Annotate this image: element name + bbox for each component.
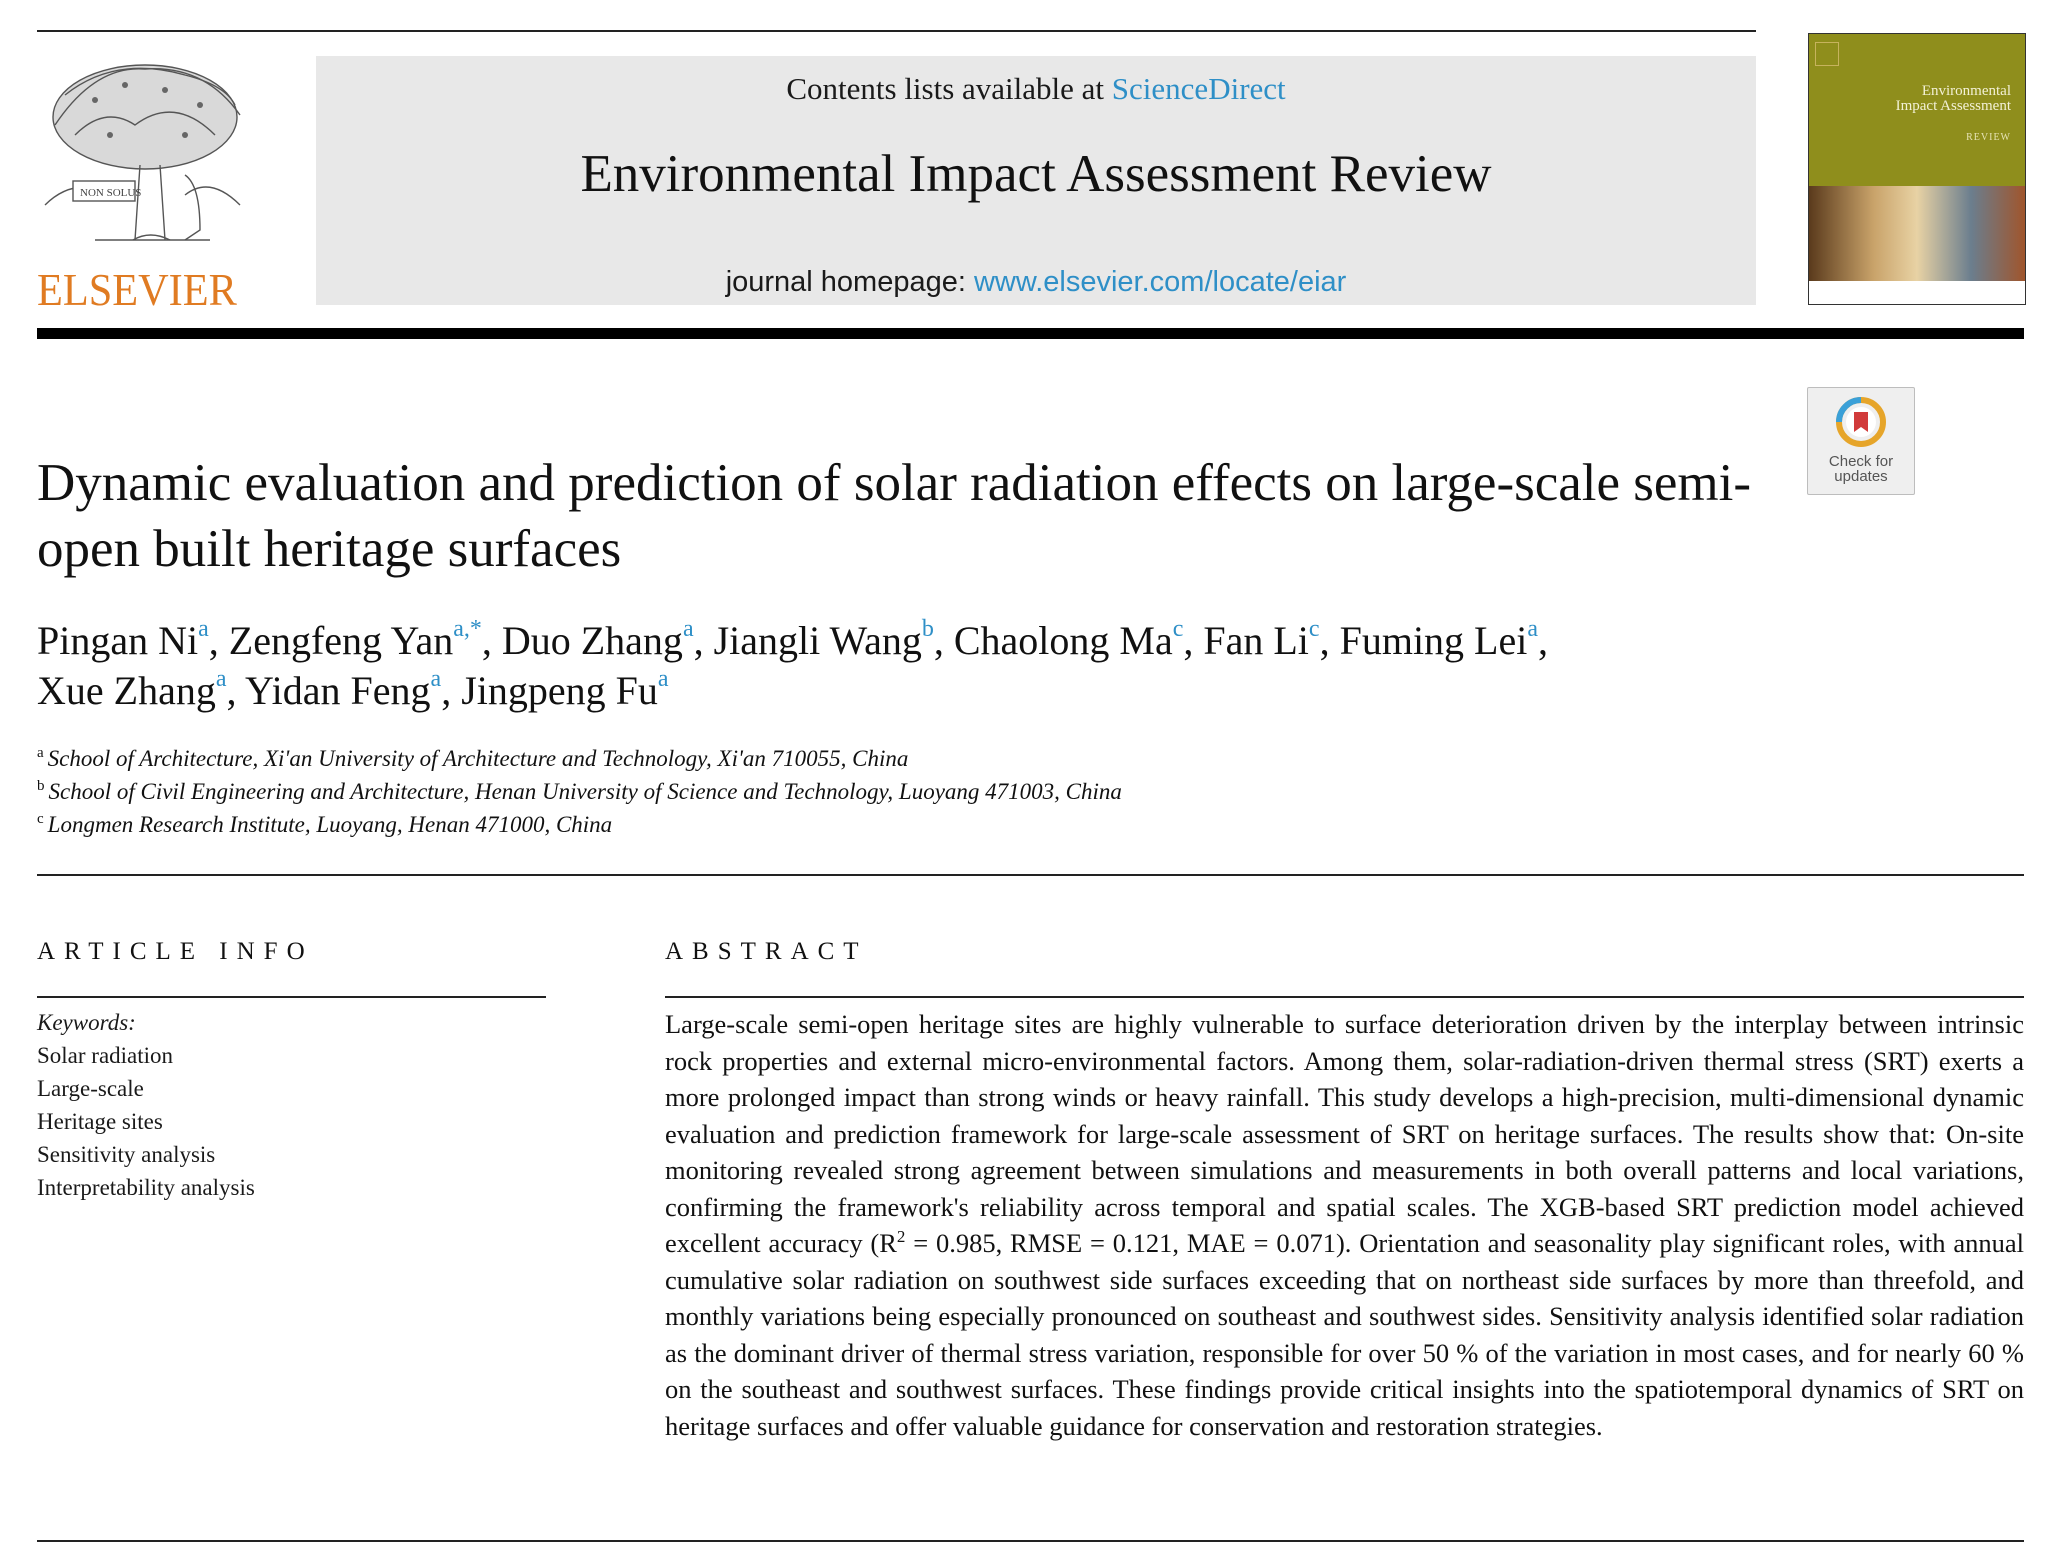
check-label-line1: Check for xyxy=(1828,453,1894,470)
abstract-text xyxy=(665,1006,2024,1444)
affiliation-text: School of Architecture, Xi'an University of Architecture and Technology, Xi'an 710055, China xyxy=(47,746,909,771)
author-affiliation-marker[interactable]: c xyxy=(1172,615,1184,642)
affiliation-c xyxy=(37,808,1537,841)
homepage-link[interactable]: www.elsevier.com/locate/eiar xyxy=(973,266,1347,298)
author-affiliation-marker[interactable]: a xyxy=(682,615,694,642)
author-separator: , xyxy=(441,668,462,713)
cover-image xyxy=(1809,186,2025,281)
affiliation-text: School of Civil Engineering and Architecture, Henan University of Science and Technology, Luoyang 471003, China xyxy=(48,779,1122,804)
bottom-rule xyxy=(37,1540,2024,1542)
author-separator: , xyxy=(693,618,714,663)
abstract-part2: = 0.985, RMSE = 0.121, MAE = 0.071). Orientation and seasonality play significant roles, with annual cumulative solar radiation on southwest side surfaces exceeding that on northeast side surfaces by more than threefold, and monthly variations being especially pronounced on southeast and southwest sides. Sensitivity analysis identified solar radiation as the dominant driver of thermal stress variation, responsible for over 50 % of the variation in most cases, and for nearly 60 % on the southeast and southwest surfaces. These findings provide critical insights into the spatiotemporal dynamics of SRT on heritage surfaces and offer valuable guidance for conservation and restoration strategies. xyxy=(665,1228,2024,1441)
section-divider xyxy=(37,874,2024,876)
abstract-superscript: 2 xyxy=(896,1227,906,1247)
elsevier-wordmark: ELSEVIER xyxy=(37,264,237,315)
abstract-part1: Large-scale semi-open heritage sites are highly vulnerable to surface deterioration driven by the interplay between intrinsic rock properties and external micro-environmental factors. Among them, solar-radiation-driven thermal stress (SRT) exerts a more prolonged impact than strong winds or heavy rainfall. This study develops a high-precision, multi-dimensional dynamic evaluation and prediction framework for large-scale assessment of SRT on heritage surfaces. The results show that: On-site monitoring revealed strong agreement between simulations and measurements in both overall patterns and local variations, confirming the framework's reliability across temporal and spatial scales. The XGB-based SRT prediction model achieved excellent accuracy (R xyxy=(665,1009,2024,1258)
author-separator: , xyxy=(208,618,229,663)
affiliation-key: c xyxy=(37,811,44,828)
affiliation-a xyxy=(37,742,1537,775)
check-for-updates-button[interactable] xyxy=(1807,387,1915,495)
check-label-line2: updates xyxy=(1834,468,1888,485)
keyword-item: Heritage sites xyxy=(37,1109,163,1134)
author-name[interactable]: Yidan Feng xyxy=(245,668,431,713)
author-name[interactable]: Pingan Ni xyxy=(37,618,199,663)
affiliation-key: b xyxy=(37,778,45,795)
keyword-item: Large-scale xyxy=(37,1076,144,1101)
author-affiliation-marker[interactable]: c xyxy=(1308,615,1320,642)
author-name[interactable]: Fuming Lei xyxy=(1339,618,1528,663)
top-rule xyxy=(37,30,1756,32)
author-separator: , xyxy=(1319,618,1340,663)
affiliation-list xyxy=(37,742,1537,841)
author-affiliation-marker[interactable]: a xyxy=(1527,615,1539,642)
author-separator: , xyxy=(1538,618,1549,663)
header-thick-rule xyxy=(37,328,2024,339)
keywords-label: Keywords: xyxy=(37,1010,136,1035)
affiliation-b xyxy=(37,775,1537,808)
contents-line xyxy=(316,56,1756,105)
author-name[interactable]: Jingpeng Fu xyxy=(461,668,658,713)
svg-text:NON SOLUS: NON SOLUS xyxy=(80,187,142,199)
crossmark-icon xyxy=(1835,396,1887,448)
contents-prefix: Contents lists available at xyxy=(786,71,1112,106)
abstract-rule xyxy=(665,996,2024,998)
author-separator: , xyxy=(1183,618,1204,663)
author-affiliation-marker[interactable]: a xyxy=(430,665,442,692)
article-info-heading: ARTICLE INFO xyxy=(37,938,314,965)
paper-title: Dynamic evaluation and prediction of solar radiation effects on large-scale semi-open built heritage surfaces xyxy=(37,454,1752,578)
author-separator: , xyxy=(933,618,954,663)
check-for-updates-label xyxy=(1808,454,1914,484)
elsevier-logo[interactable] xyxy=(35,55,265,315)
author-separator: , xyxy=(481,618,502,663)
homepage-prefix: journal homepage: xyxy=(725,266,974,298)
affiliation-key: a xyxy=(37,745,44,762)
tree-emblem-icon xyxy=(35,55,265,260)
author-separator: , xyxy=(226,668,245,713)
journal-cover[interactable] xyxy=(1808,33,2026,305)
author-name[interactable]: Xue Zhang xyxy=(37,668,216,713)
keyword-item: Interpretability analysis xyxy=(37,1175,255,1200)
author-affiliation-marker[interactable]: a,* xyxy=(453,615,482,642)
affiliation-text: Longmen Research Institute, Luoyang, Henan 471000, China xyxy=(47,812,613,837)
journal-title[interactable]: Environmental Impact Assessment Review xyxy=(580,145,1492,203)
journal-banner xyxy=(316,56,1756,305)
article-info-rule xyxy=(37,996,546,998)
keyword-item: Sensitivity analysis xyxy=(37,1142,216,1167)
homepage-line xyxy=(316,266,1756,299)
author-affiliation-marker[interactable]: a xyxy=(657,665,669,692)
cover-elsevier-mark-icon xyxy=(1815,42,1839,66)
cover-title: Environmental Impact Assessment xyxy=(1895,83,2011,114)
author-list xyxy=(37,616,1757,716)
keyword-item: Solar radiation xyxy=(37,1043,174,1068)
author-name[interactable]: Chaolong Ma xyxy=(953,618,1173,663)
keywords-list xyxy=(37,1039,255,1204)
abstract-heading: ABSTRACT xyxy=(665,938,868,965)
author-name[interactable]: Fan Li xyxy=(1203,618,1309,663)
author-affiliation-marker[interactable]: a xyxy=(198,615,209,642)
author-name[interactable]: Duo Zhang xyxy=(501,618,683,663)
author-name[interactable]: Zengfeng Yan xyxy=(228,618,454,663)
cover-subtitle: REVIEW xyxy=(1966,132,2011,143)
author-name[interactable]: Jiangli Wang xyxy=(713,618,922,663)
author-affiliation-marker[interactable]: b xyxy=(921,615,934,642)
sciencedirect-link[interactable]: ScienceDirect xyxy=(1111,71,1286,106)
author-affiliation-marker[interactable]: a xyxy=(215,665,227,692)
